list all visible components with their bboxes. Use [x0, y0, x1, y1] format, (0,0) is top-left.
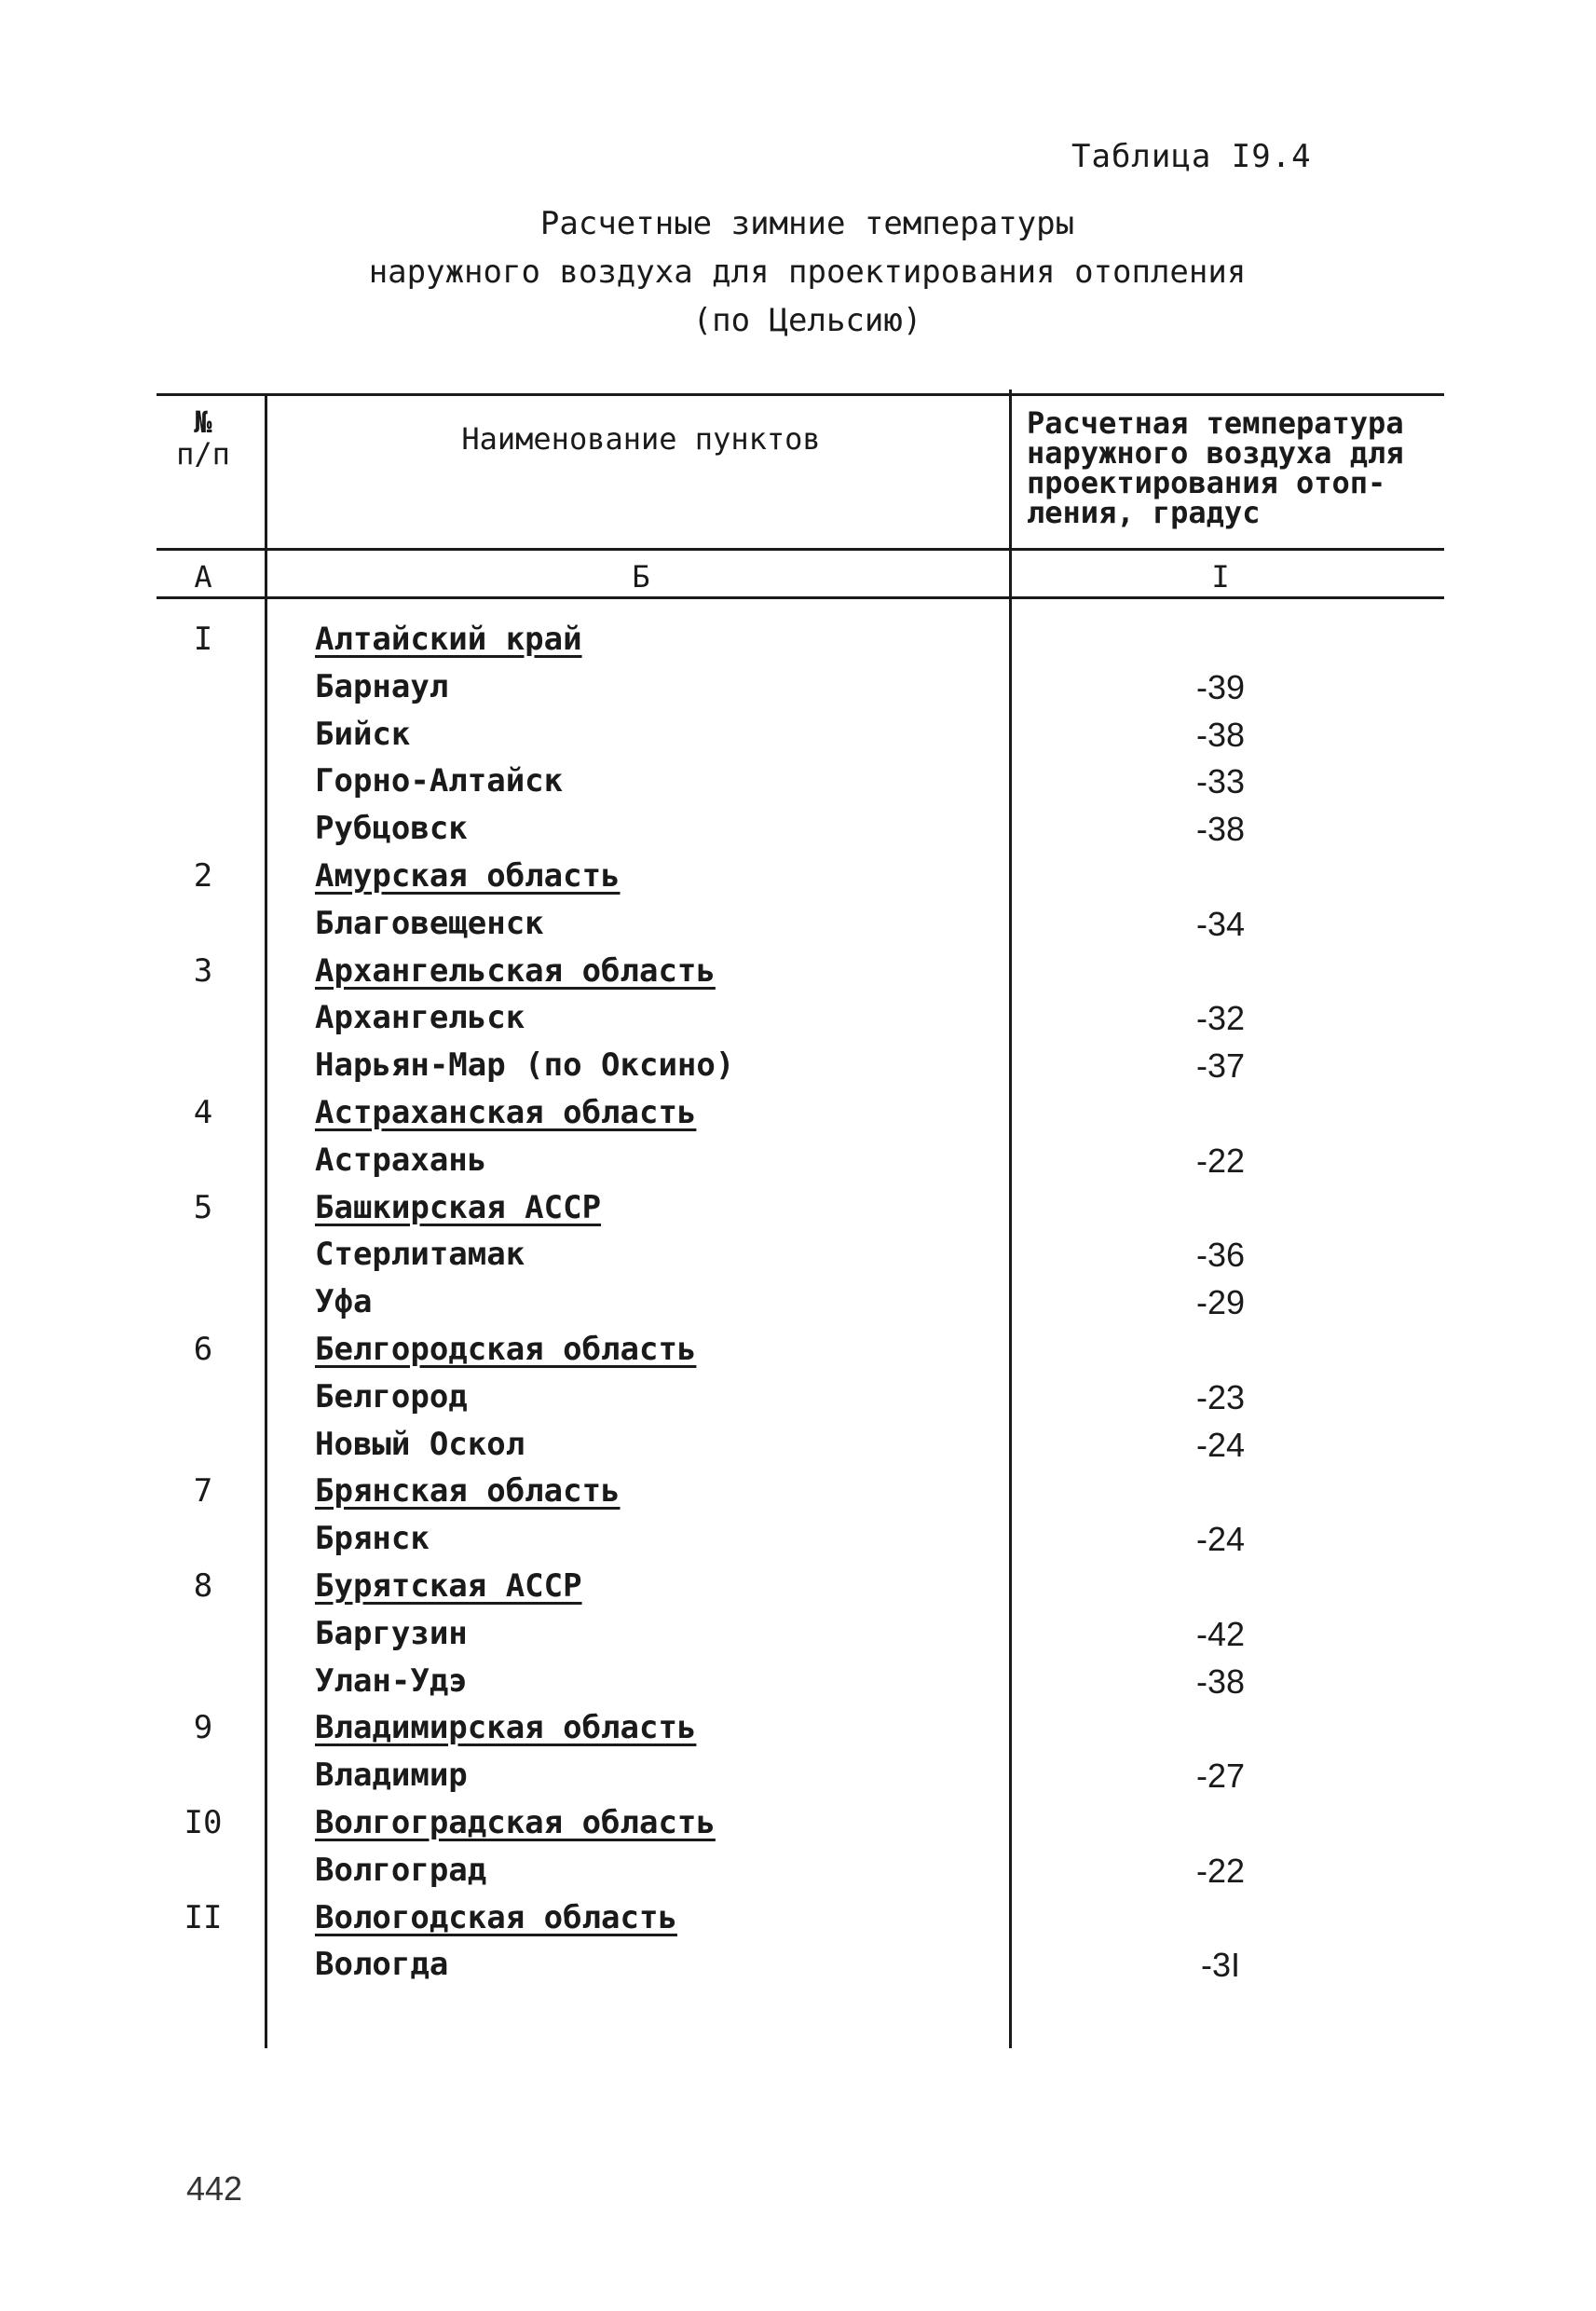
table-row-region [0, 621, 1596, 667]
design-temperature: -34 [1195, 904, 1246, 943]
design-temperature: -38 [1195, 810, 1246, 849]
table-row-location [0, 999, 1596, 1046]
row-number: 9 [193, 1709, 213, 1747]
table-row-location [0, 1946, 1596, 1992]
column-letter-a: А [194, 559, 212, 595]
header-number [157, 406, 250, 470]
design-temperature: -23 [1195, 1377, 1246, 1416]
page-number: 442 [186, 2169, 243, 2208]
table-row-region [0, 1804, 1596, 1851]
location-name: Уфа [315, 1283, 373, 1321]
table-row-location [0, 1852, 1596, 1898]
region-name: Архангельская область [315, 951, 716, 990]
table-row-location [0, 762, 1596, 809]
row-number: 4 [193, 1094, 213, 1131]
table-row-location [0, 1662, 1596, 1709]
row-number: 8 [193, 1567, 213, 1605]
design-temperature: -29 [1195, 1283, 1246, 1322]
location-name: Баргузин [315, 1614, 468, 1652]
table-row-region [0, 1189, 1596, 1236]
design-temperature: -42 [1195, 1614, 1246, 1653]
region-name: Бурятская АССР [315, 1567, 582, 1605]
header-temperature-line: ления, градус [1027, 495, 1261, 530]
table-row-location [0, 1615, 1596, 1661]
table-title-line-2: наружного воздуха для проектирования отопления [368, 253, 1247, 291]
table-row-region [0, 1331, 1596, 1377]
table-title-line-3: (по Цельсию) [692, 302, 922, 339]
table-top-rule [157, 393, 1444, 396]
design-temperature: -24 [1195, 1425, 1246, 1464]
design-temperature: -38 [1195, 715, 1246, 754]
column-letter-c: I [1211, 559, 1230, 595]
table-row-location [0, 1757, 1596, 1803]
location-name: Бийск [315, 715, 411, 753]
design-temperature: -3I [1200, 1946, 1240, 1985]
header-temperature-line: проектирования отоп- [1027, 465, 1386, 500]
region-name: Астраханская область [315, 1094, 697, 1131]
region-name: Владимирская область [315, 1709, 697, 1747]
header-temperature [1027, 405, 1455, 530]
table-row-location [0, 716, 1596, 762]
table-row-location [0, 1426, 1596, 1472]
region-name: Амурская область [315, 857, 621, 895]
row-number: 2 [193, 857, 213, 895]
row-number: 5 [193, 1188, 213, 1226]
location-name: Архангельск [315, 999, 525, 1037]
location-name: Белгород [315, 1377, 468, 1415]
design-temperature: -24 [1195, 1520, 1246, 1559]
location-name: Рубцовск [315, 810, 468, 848]
region-name: Волгоградская область [315, 1804, 716, 1841]
header-temperature-line: Расчетная температура [1027, 405, 1404, 441]
location-name: Благовещенск [315, 904, 544, 942]
header-bottom-rule [157, 548, 1444, 551]
location-name: Брянск [315, 1520, 430, 1558]
table-row-location [0, 668, 1596, 715]
table-row-region [0, 1899, 1596, 1946]
region-name: Башкирская АССР [315, 1188, 602, 1226]
design-temperature: -33 [1195, 762, 1246, 801]
table-row-location [0, 810, 1596, 856]
table-row-location [0, 1520, 1596, 1566]
location-name: Нарьян-Мар (по Оксино) [315, 1046, 735, 1085]
column-letter-b: Б [632, 559, 650, 595]
location-name: Астрахань [315, 1141, 487, 1179]
table-row-region [0, 952, 1596, 999]
location-name: Улан-Удэ [315, 1661, 468, 1700]
design-temperature: -27 [1195, 1757, 1246, 1796]
table-row-region [0, 1567, 1596, 1614]
header-number-abbr: п/п [176, 436, 230, 472]
row-number: 7 [193, 1472, 213, 1511]
design-temperature: -38 [1195, 1661, 1246, 1701]
header-temperature-line: наружного воздуха для [1027, 435, 1404, 471]
region-name: Вологодская область [315, 1898, 677, 1936]
row-number: 6 [193, 1331, 213, 1368]
header-name: Наименование пунктов [461, 421, 821, 457]
table-label: Таблица I9.4 [1071, 138, 1312, 175]
location-name: Владимир [315, 1757, 468, 1795]
design-temperature: -37 [1195, 1046, 1246, 1086]
table-row-region [0, 857, 1596, 904]
header-number-symbol: № [194, 404, 212, 440]
row-number: II [184, 1898, 223, 1936]
table-row-location [0, 905, 1596, 951]
location-name: Новый Оскол [315, 1425, 525, 1463]
column-letters-rule [157, 596, 1444, 599]
table-row-location [0, 1378, 1596, 1425]
table-row-location [0, 1142, 1596, 1188]
table-row-location [0, 1046, 1596, 1093]
table-row-region [0, 1709, 1596, 1756]
location-name: Стерлитамак [315, 1236, 525, 1274]
design-temperature: -36 [1195, 1236, 1246, 1275]
table-row-location [0, 1283, 1596, 1330]
location-name: Горно-Алтайск [315, 762, 564, 800]
table-title-line-1: Расчетные зимние температуры [539, 205, 1075, 242]
table-row-region [0, 1094, 1596, 1141]
location-name: Волгоград [315, 1851, 487, 1889]
design-temperature: -32 [1195, 999, 1246, 1038]
row-number: I0 [184, 1804, 223, 1841]
design-temperature: -39 [1195, 667, 1246, 706]
table-row-location [0, 1236, 1596, 1282]
location-name: Барнаул [315, 667, 449, 705]
row-number: 3 [193, 951, 213, 990]
table-row-region [0, 1472, 1596, 1519]
design-temperature: -22 [1195, 1851, 1246, 1890]
design-temperature: -22 [1195, 1141, 1246, 1180]
location-name: Вологда [315, 1946, 449, 1984]
region-name: Белгородская область [315, 1331, 697, 1368]
region-name: Алтайский край [315, 621, 582, 658]
region-name: Брянская область [315, 1472, 621, 1511]
row-number: I [193, 621, 213, 658]
